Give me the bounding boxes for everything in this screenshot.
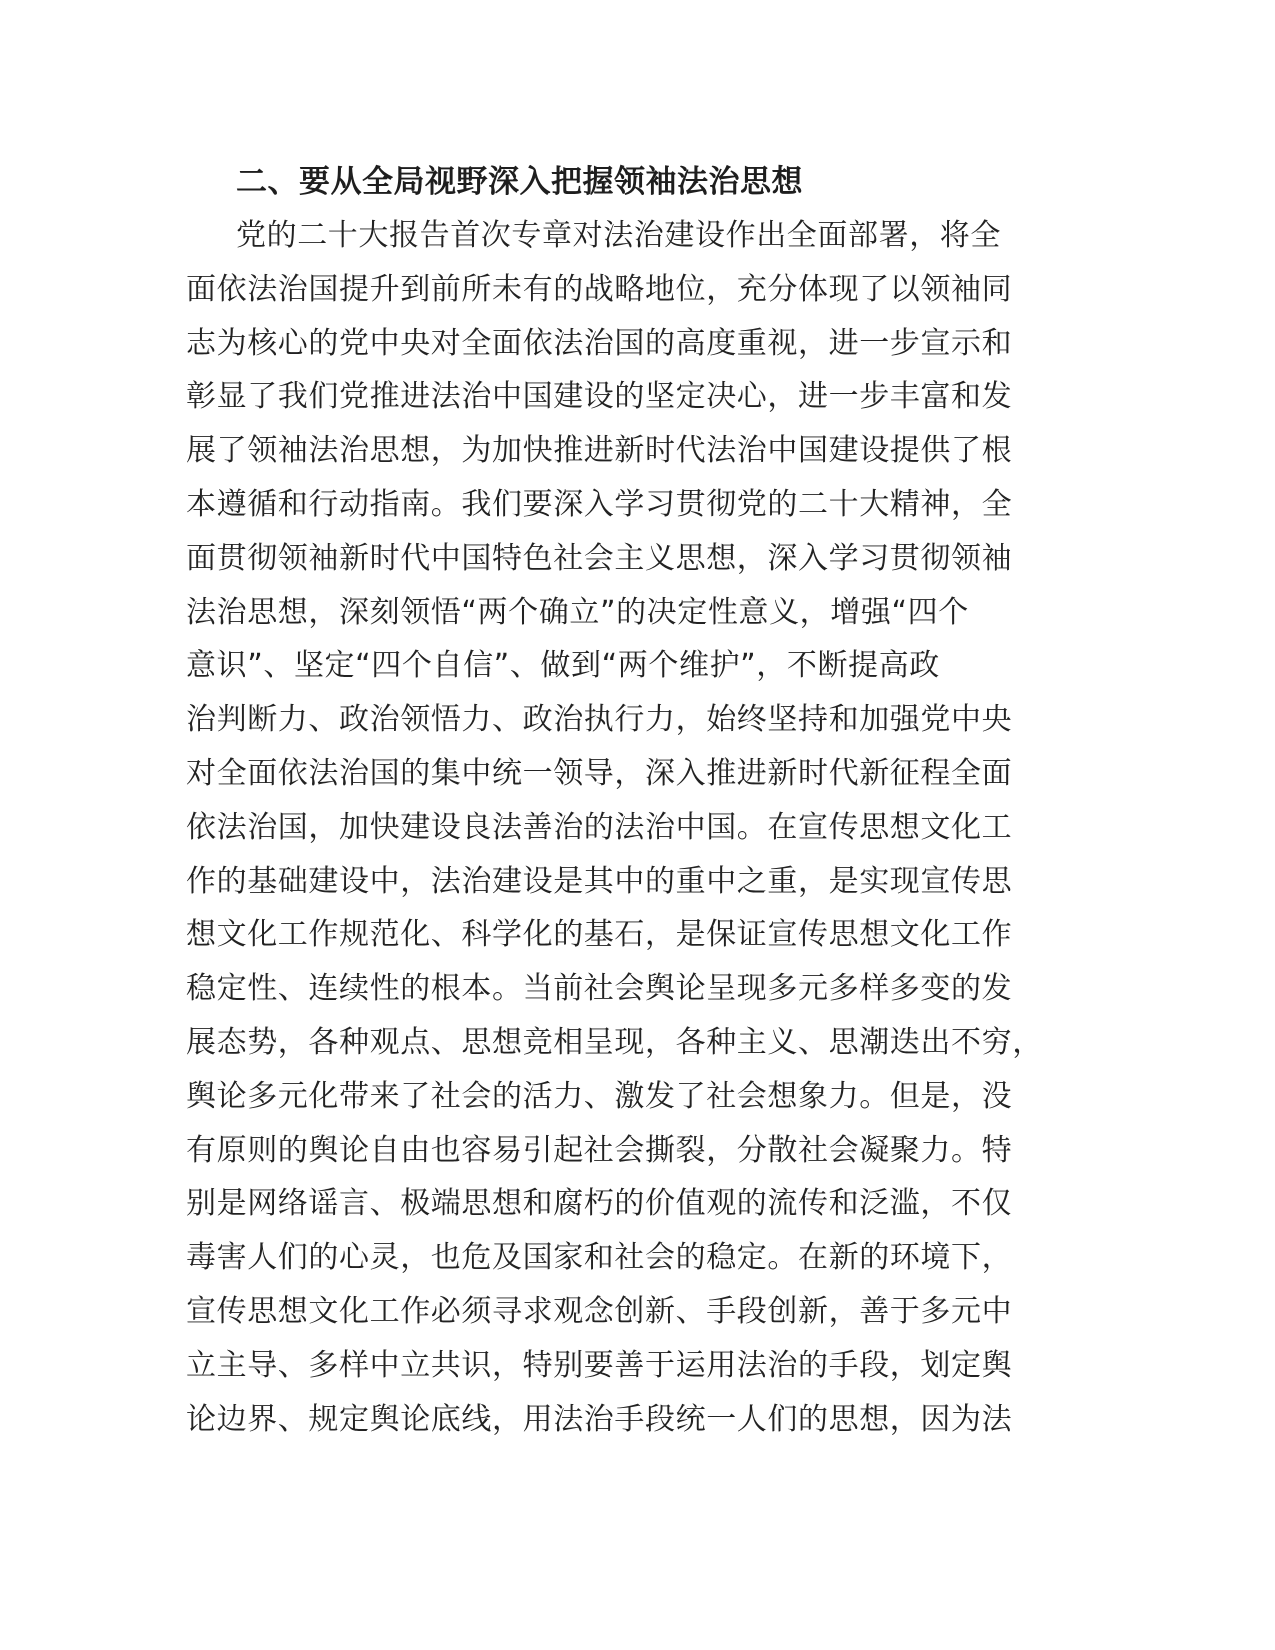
paragraph-line: 对全面依法治国的集中统一领导，深入推进新时代新征程全面 <box>186 755 1013 791</box>
body-paragraph <box>186 209 1066 1446</box>
paragraph-line: 有原则的舆论自由也容易引起社会撕裂，分散社会凝聚力。特 <box>186 1132 1013 1168</box>
paragraph-line: 宣传思想文化工作必须寻求观念创新、手段创新，善于多元中 <box>186 1293 1013 1329</box>
paragraph-line: 作的基础建设中，法治建设是其中的重中之重，是实现宣传思 <box>186 863 1013 899</box>
paragraph-line: 别是网络谣言、极端思想和腐朽的价值观的流传和泛滥，不仅 <box>186 1186 1013 1222</box>
paragraph-line: 立主导、多样中立共识，特别要善于运用法治的手段，划定舆 <box>186 1347 1013 1383</box>
paragraph-line: 本遵循和行动指南。我们要深入学习贯彻党的二十大精神，全 <box>186 486 1013 522</box>
paragraph-line: 展了领袖法治思想，为加快推进新时代法治中国建设提供了根 <box>186 433 1013 469</box>
paragraph-line: 舆论多元化带来了社会的活力、激发了社会想象力。但是，没 <box>186 1078 1013 1114</box>
section-heading: 二、要从全局视野深入把握领袖法治思想 <box>236 164 803 200</box>
paragraph-line: 面依法治国提升到前所未有的战略地位，充分体现了以领袖同 <box>186 271 1013 307</box>
paragraph-line: 展态势，各种观点、思想竞相呈现，各种主义、思潮迭出不穷， <box>186 1024 1043 1060</box>
paragraph-line: 毒害人们的心灵，也危及国家和社会的稳定。在新的环境下， <box>186 1240 1013 1276</box>
paragraph-line: 志为核心的党中央对全面依法治国的高度重视，进一步宣示和 <box>186 325 1013 361</box>
paragraph-line: 治判断力、政治领悟力、政治执行力，始终坚持和加强党中央 <box>186 702 1013 738</box>
paragraph-line: 意识”、坚定“四个自信”、做到“两个维护”，不断提高政 <box>186 648 940 684</box>
paragraph-line: 依法治国，加快建设良法善治的法治中国。在宣传思想文化工 <box>186 809 1013 845</box>
paragraph-line: 稳定性、连续性的根本。当前社会舆论呈现多元多样多变的发 <box>186 971 1013 1007</box>
paragraph-line: 面贯彻领袖新时代中国特色社会主义思想，深入学习贯彻领袖 <box>186 540 1013 576</box>
paragraph-line: 论边界、规定舆论底线，用法治手段统一人们的思想，因为法 <box>186 1401 1013 1437</box>
paragraph-line: 党的二十大报告首次专章对法治建设作出全面部署，将全 <box>236 218 1001 253</box>
paragraph-line: 彰显了我们党推进法治中国建设的坚定决心，进一步丰富和发 <box>186 379 1013 415</box>
paragraph-line: 法治思想，深刻领悟“两个确立”的决定性意义，增强“四个 <box>186 594 969 630</box>
paragraph-line: 想文化工作规范化、科学化的基石，是保证宣传思想文化工作 <box>186 917 1013 953</box>
